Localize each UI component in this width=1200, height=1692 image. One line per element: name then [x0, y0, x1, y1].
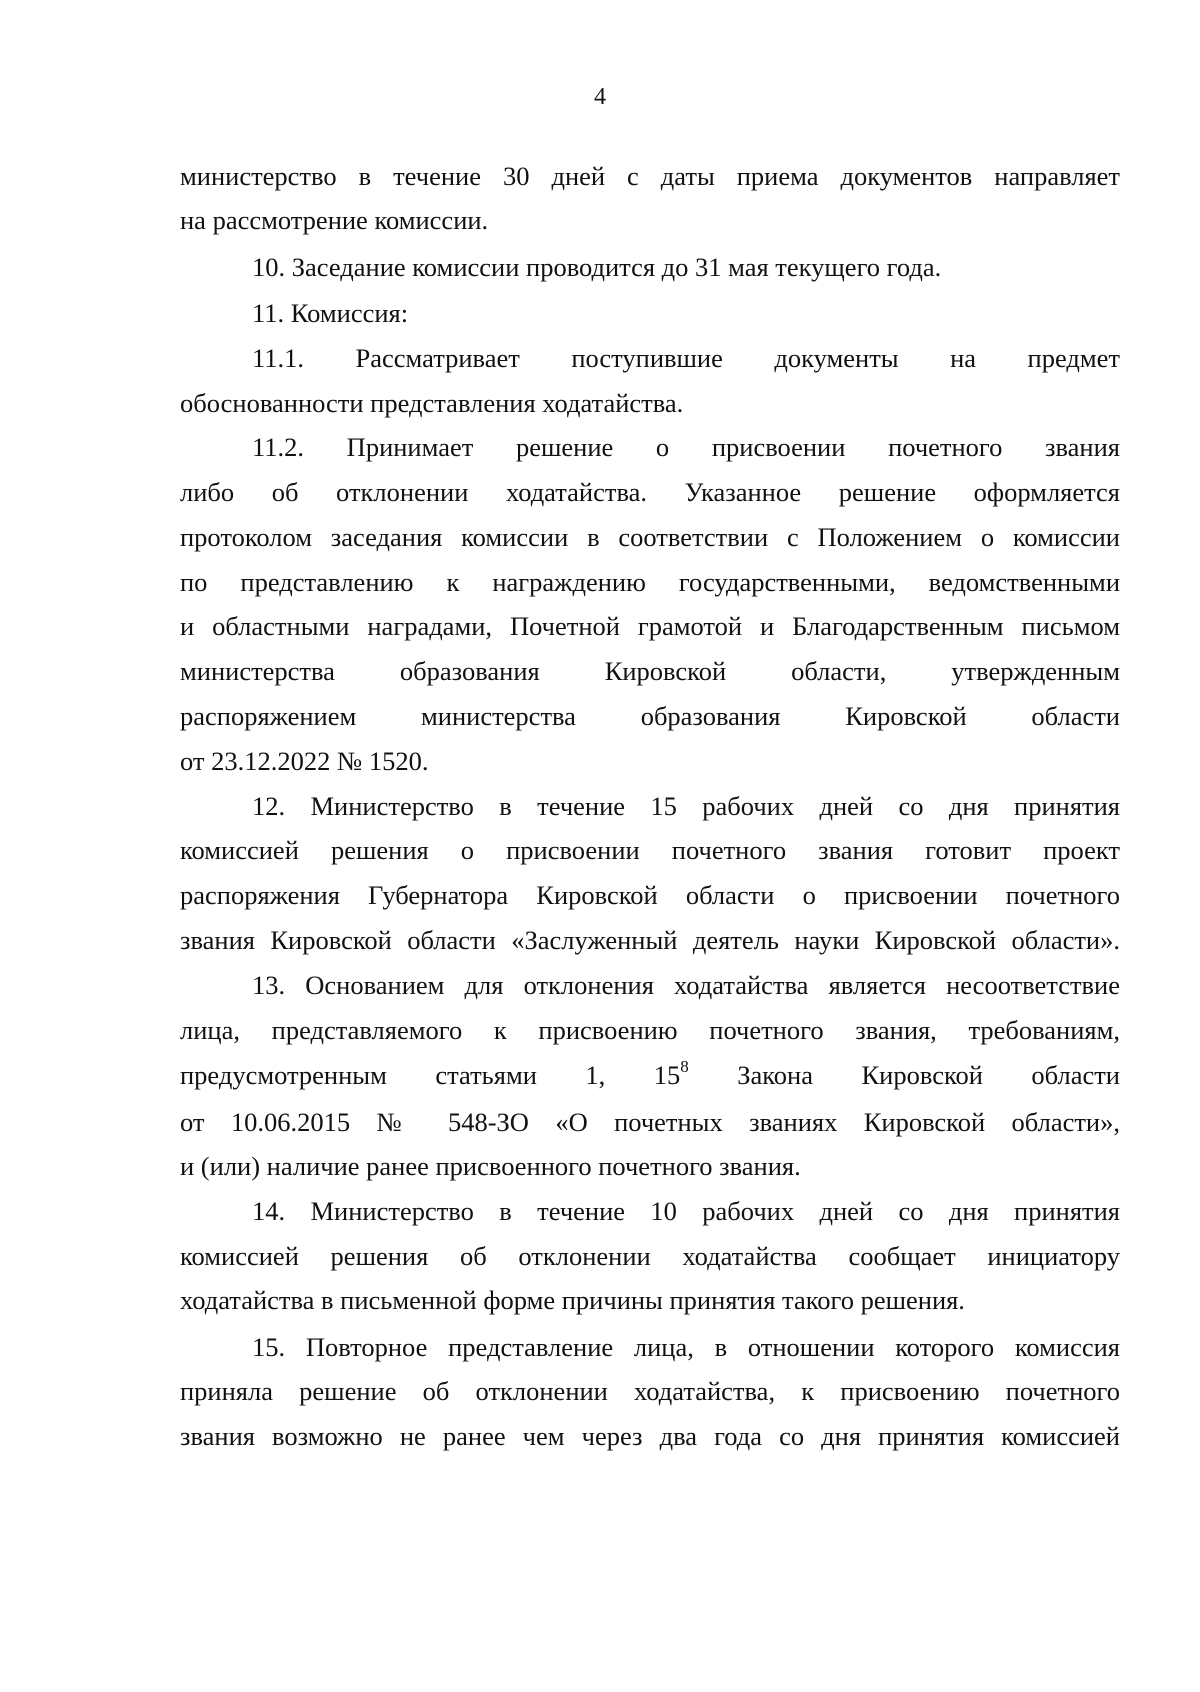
- text-segment: предусмотренным статьями 1, 15: [180, 1060, 681, 1090]
- text-segment: Закона Кировской области: [688, 1060, 1120, 1090]
- text-line: по представлению к награждению государственными, ведомственными: [180, 567, 1120, 597]
- text-line: на рассмотрение комиссии.: [180, 205, 489, 235]
- text-line: звания возможно не ранее чем через два года со дня принятия комиссией: [180, 1421, 1120, 1451]
- superscript: 8: [680, 1057, 689, 1076]
- text-line: от 10.06.2015 № 548-ЗО «О почетных званиях Кировской области»,: [180, 1107, 1120, 1137]
- text-line: распоряжения Губернатора Кировской области о присвоении почетного: [180, 880, 1120, 910]
- text-line: и областными наградами, Почетной грамотой и Благодарственным письмом: [180, 611, 1120, 641]
- text-line: комиссией решения об отклонении ходатайства сообщает инициатору: [180, 1241, 1120, 1271]
- paragraph-11: 11. Комиссия:: [252, 298, 409, 328]
- text-line: министерство в течение 30 дней с даты приема документов направляет: [180, 161, 1120, 191]
- text-line: обоснованности представления ходатайства.: [180, 388, 684, 418]
- text-line: приняла решение об отклонении ходатайства, к присвоению почетного: [180, 1376, 1120, 1406]
- text-line: протоколом заседания комиссии в соответствии с Положением о комиссии: [180, 522, 1120, 552]
- text-line: от 23.12.2022 № 1520.: [180, 746, 429, 776]
- page-number: 4: [594, 84, 606, 110]
- text-line-with-superscript: [180, 1057, 1120, 1093]
- paragraph-14: 14. Министерство в течение 10 рабочих дней со дня принятия: [252, 1196, 1120, 1226]
- text-line: ходатайства в письменной форме причины принятия такого решения.: [180, 1285, 965, 1315]
- text-line: министерства образования Кировской области, утвержденным: [180, 656, 1120, 686]
- paragraph-12: 12. Министерство в течение 15 рабочих дней со дня принятия: [252, 791, 1120, 821]
- paragraph-13: 13. Основанием для отклонения ходатайства является несоответствие: [252, 970, 1120, 1000]
- text-line: и (или) наличие ранее присвоенного почетного звания.: [180, 1151, 801, 1181]
- text-line: распоряжением министерства образования Кировской области: [180, 701, 1120, 731]
- text-line: либо об отклонении ходатайства. Указанное решение оформляется: [180, 477, 1120, 507]
- text-line: лица, представляемого к присвоению почетного звания, требованиям,: [180, 1015, 1120, 1045]
- paragraph-10: 10. Заседание комиссии проводится до 31 мая текущего года.: [252, 252, 942, 282]
- text-line: звания Кировской области «Заслуженный деятель науки Кировской области».: [180, 925, 1120, 955]
- paragraph-15: 15. Повторное представление лица, в отношении которого комиссия: [252, 1332, 1120, 1362]
- paragraph-11-1: 11.1. Рассматривает поступившие документы на предмет: [252, 343, 1120, 373]
- text-line: комиссией решения о присвоении почетного звания готовит проект: [180, 835, 1120, 865]
- paragraph-11-2: 11.2. Принимает решение о присвоении почетного звания: [252, 432, 1120, 462]
